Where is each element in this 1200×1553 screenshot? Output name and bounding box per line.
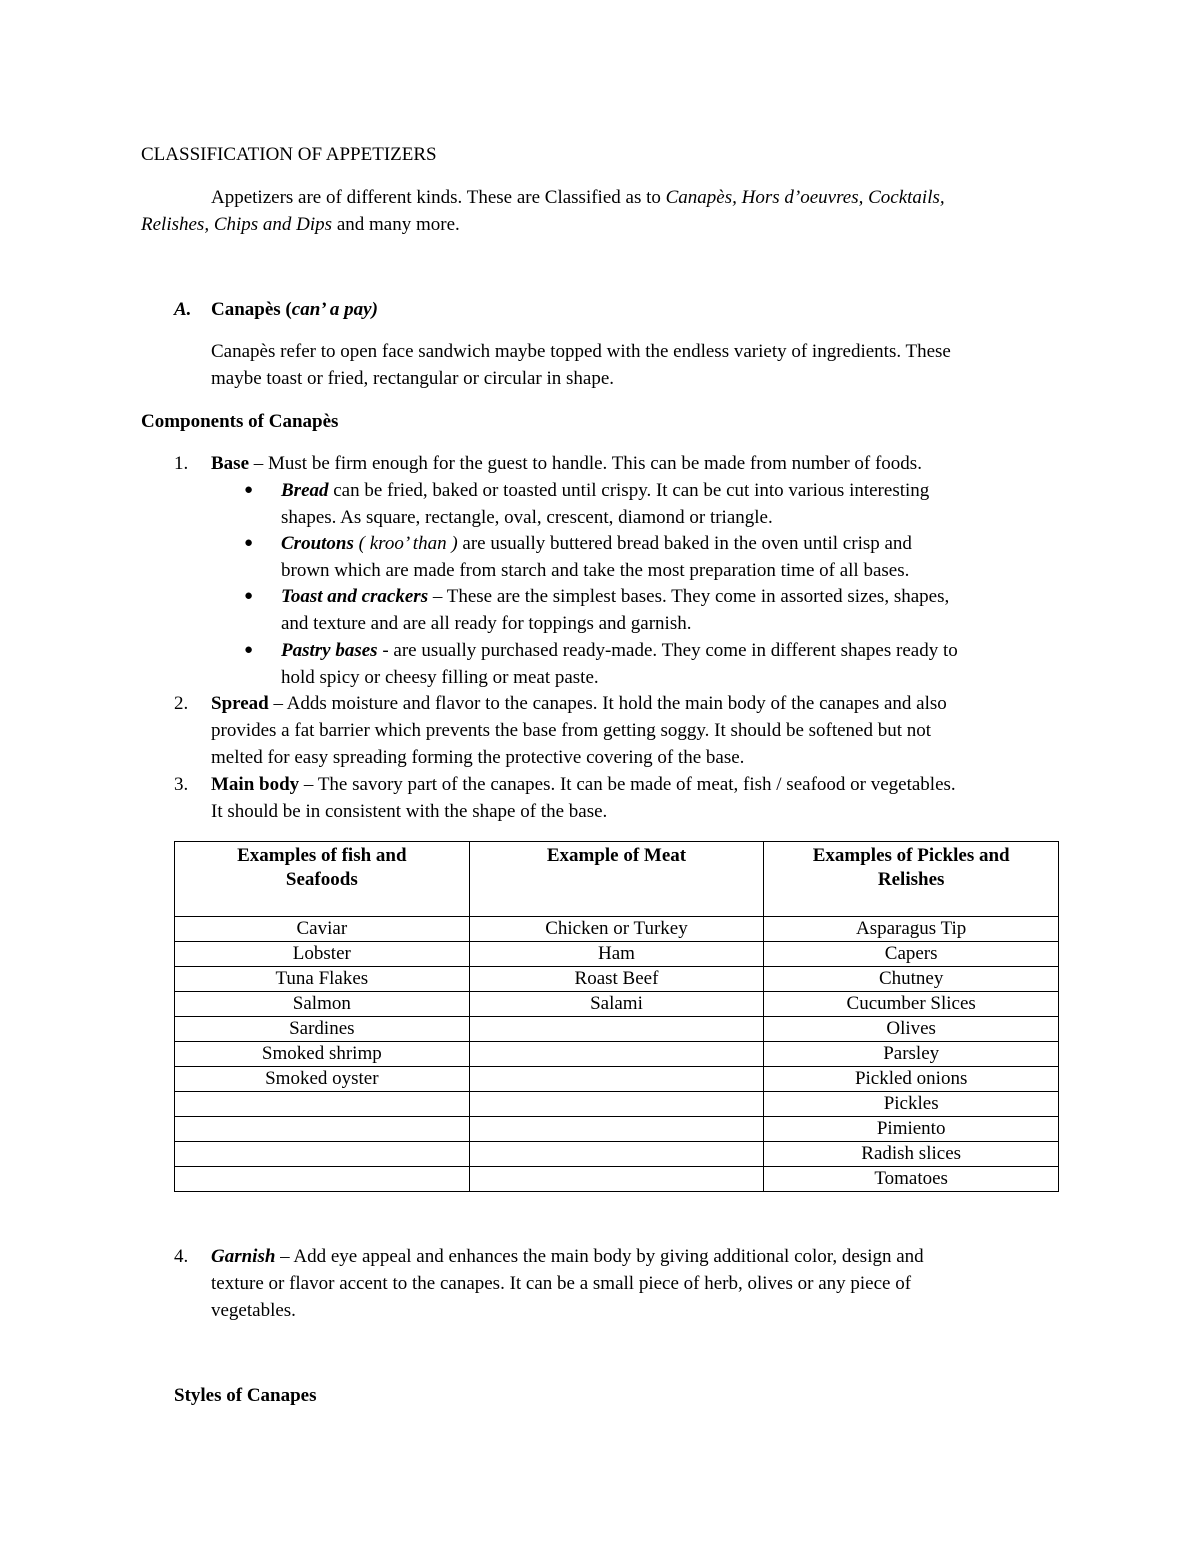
table-row [175, 942, 1059, 967]
bullet-pastry-line-2: hold spicy or cheesy filling or meat paste. [281, 667, 599, 688]
table-cell: Pickled onions [764, 1067, 1059, 1092]
list-number-3: 3. [174, 774, 189, 795]
component-main-body-line-2: It should be in consistent with the shape of the base. [211, 801, 608, 822]
component-spread-line-2: provides a fat barrier which prevents the base from getting soggy. It should be softened but not [211, 720, 932, 741]
table-cell: Olives [764, 1017, 1059, 1042]
section-a-desc-line-1: Canapès refer to open face sandwich maybe topped with the endless variety of ingredients. These [211, 341, 951, 362]
table-cell: Capers [764, 942, 1059, 967]
table-row [175, 1092, 1059, 1117]
table-cell: Radish slices [764, 1142, 1059, 1167]
list-number-4: 4. [174, 1246, 189, 1267]
table-cell: Salami [469, 992, 764, 1017]
table-cell: Tuna Flakes [175, 967, 470, 992]
table-cell: Pickles [764, 1092, 1059, 1117]
section-a-marker: A. [174, 299, 192, 320]
section-a-desc-line-2: maybe toast or fried, rectangular or circular in shape. [211, 368, 615, 389]
bullet-icon: ● [244, 482, 254, 498]
component-main-body-line-1: Main body – The savory part of the canapes. It can be made of meat, fish / seafood or vegetables. [211, 774, 956, 795]
bullet-pastry-line-1: Pastry bases - are usually purchased ready-made. They come in different shapes ready to [281, 640, 958, 661]
table-cell [469, 1067, 764, 1092]
table-cell: Smoked shrimp [175, 1042, 470, 1067]
table-cell [469, 1017, 764, 1042]
header-pickles-relishes: Examples of Pickles and Relishes [764, 842, 1059, 917]
table-cell: Pimiento [764, 1117, 1059, 1142]
bullet-toast-line-1: Toast and crackers – These are the simplest bases. They come in assorted sizes, shapes, [281, 586, 950, 607]
table-cell: Lobster [175, 942, 470, 967]
table-cell: Asparagus Tip [764, 917, 1059, 942]
table-cell [469, 1042, 764, 1067]
table-row [175, 1067, 1059, 1092]
component-garnish-line-1: Garnish – Add eye appeal and enhances the main body by giving additional color, design and [211, 1246, 924, 1267]
table-cell: Sardines [175, 1017, 470, 1042]
component-spread-line-1: Spread – Adds moisture and flavor to the canapes. It hold the main body of the canapes and also [211, 693, 947, 714]
table-row [175, 992, 1059, 1017]
table-row [175, 1042, 1059, 1067]
styles-heading: Styles of Canapes [174, 1385, 317, 1406]
table-cell [175, 1092, 470, 1117]
components-heading: Components of Canapès [141, 411, 339, 432]
table-cell: Roast Beef [469, 967, 764, 992]
page-title: CLASSIFICATION OF APPETIZERS [141, 144, 437, 165]
table-row [175, 1017, 1059, 1042]
table-cell [175, 1167, 470, 1192]
table-cell [469, 1117, 764, 1142]
intro-line-2: Relishes, Chips and Dips and many more. [141, 214, 460, 235]
list-number-1: 1. [174, 453, 189, 474]
section-a-heading: Canapès (can’ a pay) [211, 299, 378, 320]
table-row [175, 967, 1059, 992]
examples-table [174, 841, 1059, 1192]
table-cell [175, 1117, 470, 1142]
table-cell: Cucumber Slices [764, 992, 1059, 1017]
table-cell: Chicken or Turkey [469, 917, 764, 942]
table-cell: Smoked oyster [175, 1067, 470, 1092]
table-cell [469, 1167, 764, 1192]
bullet-icon: ● [244, 642, 254, 658]
bullet-icon: ● [244, 535, 254, 551]
bullet-croutons-line-1: Croutons ( kroo’ than ) are usually buttered bread baked in the oven until crisp and [281, 533, 912, 554]
bullet-icon: ● [244, 588, 254, 604]
component-garnish-line-3: vegetables. [211, 1300, 296, 1321]
table-cell: Chutney [764, 967, 1059, 992]
table-header-row [175, 842, 1059, 917]
component-base: Base – Must be firm enough for the guest to handle. This can be made from number of foods. [211, 453, 922, 474]
table-row [175, 917, 1059, 942]
component-spread-line-3: melted for easy spreading forming the protective covering of the base. [211, 747, 745, 768]
table-cell: Caviar [175, 917, 470, 942]
table-cell [469, 1142, 764, 1167]
table-cell: Parsley [764, 1042, 1059, 1067]
intro-line-1: Appetizers are of different kinds. These are Classified as to Canapès, Hors d’oeuvres, Cocktails, [211, 187, 945, 208]
list-number-2: 2. [174, 693, 189, 714]
table-row [175, 1142, 1059, 1167]
table-row [175, 1167, 1059, 1192]
bullet-bread-line-2: shapes. As square, rectangle, oval, crescent, diamond or triangle. [281, 507, 773, 528]
bullet-toast-line-2: and texture and are all ready for toppings and garnish. [281, 613, 692, 634]
table-cell [175, 1142, 470, 1167]
table-cell: Salmon [175, 992, 470, 1017]
table-cell: Ham [469, 942, 764, 967]
table-row [175, 1117, 1059, 1142]
table-cell [469, 1092, 764, 1117]
table-cell: Tomatoes [764, 1167, 1059, 1192]
header-meat: Example of Meat [469, 842, 764, 917]
header-fish-seafoods: Examples of fish and Seafoods [175, 842, 470, 917]
bullet-croutons-line-2: brown which are made from starch and take the most preparation time of all bases. [281, 560, 910, 581]
bullet-bread-line-1: Bread can be fried, baked or toasted until crispy. It can be cut into various interesting [281, 480, 930, 501]
component-garnish-line-2: texture or flavor accent to the canapes. It can be a small piece of herb, olives or any piece of [211, 1273, 912, 1294]
